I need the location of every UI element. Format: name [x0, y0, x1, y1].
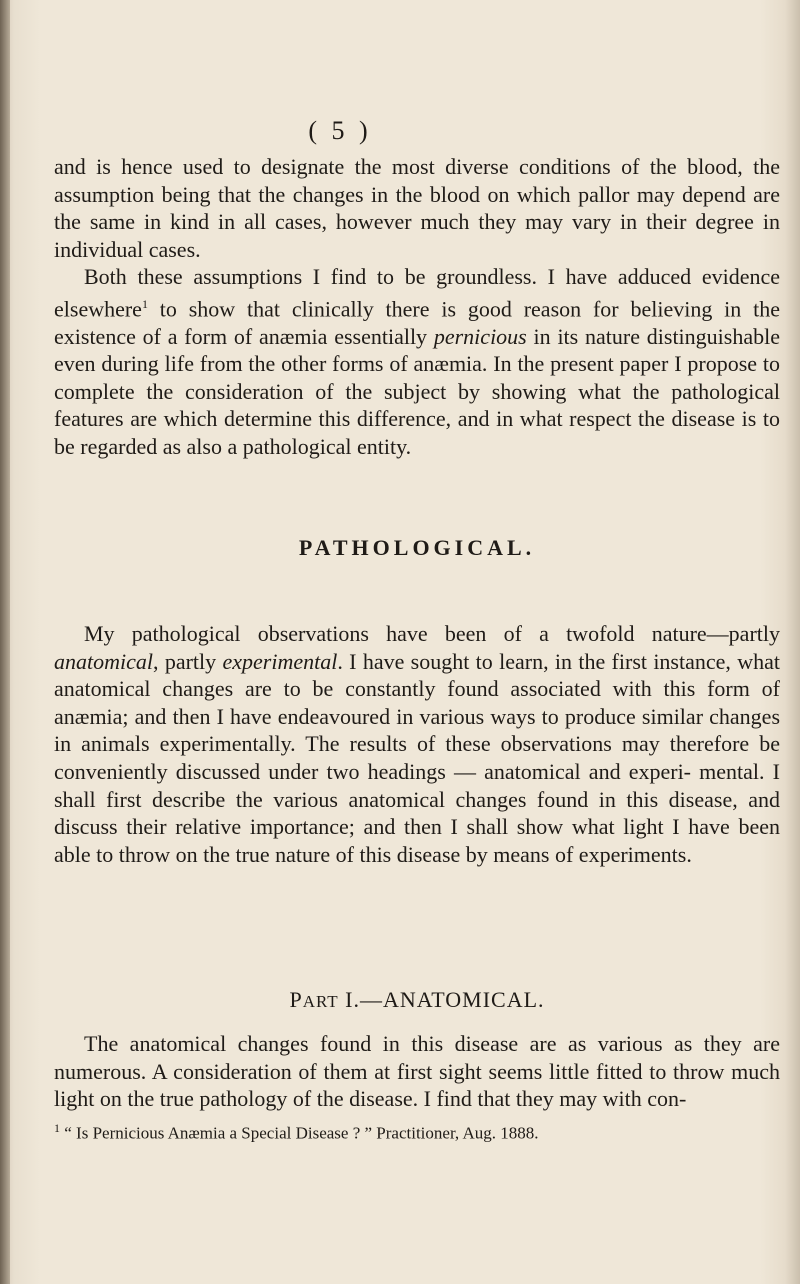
footnote — [54, 1121, 780, 1144]
p3-text-c: . I have sought to learn, in the first instance, what anatomical changes are to be constantly found associated with this form of anæmia; and then I have endeavoured in various ways to produce similar changes in animals experimentally. The results of these observations may therefore be conveniently discussed under two headings — anatomical and experi- mental. I shall first describe the various anatomical changes found in this disease, and discuss their relative importance; and then I shall show what light I have been able to throw on the true nature of this disease by means of experiments. — [54, 648, 780, 867]
paragraph-assumptions — [54, 263, 780, 460]
p3-emphasis-experimental: experimental — [222, 648, 338, 674]
footnote-ref: 1 — [141, 296, 148, 311]
footnote-number: 1 — [54, 1121, 60, 1135]
heading2-initial: P — [289, 987, 303, 1012]
paragraph-continuation: and is hence used to designate the most diverse conditions of the blood, the assumption being that the changes in the blood on which pallor may depend are the same in kind in all cases, however much they may vary in their degree in individual cases. — [54, 154, 780, 262]
p2-text-c: in its nature distinguishable even during life from the other forms of anæmia. In the present paper I propose to complete the consideration of the subject by showing what the pathological features are which determine this difference, and in what respect the disease is to be regarded as also a pathological entity. — [54, 323, 780, 459]
p3-text-b: , partly — [153, 648, 223, 674]
heading2-smallcaps: ART — [302, 992, 339, 1011]
paragraph-anatomical: The anatomical changes found in this disease are as various as they are numerous. A consideration of them at first sight seems little fitted to throw much light on the true pathology of the disease. I find that they may with con- — [54, 1031, 780, 1112]
p3-emphasis-anatomical: anatomical — [54, 648, 153, 674]
p2-emphasis: pernicious — [433, 323, 527, 349]
heading2-rest: I.—ANATOMICAL. — [338, 987, 545, 1012]
footnote-text: “ Is Pernicious Anæmia a Special Disease ? ” Practitioner, Aug. 1888. — [60, 1123, 539, 1143]
section-heading-part-one — [54, 987, 780, 1013]
p3-text-a: My pathological observations have been of a twofold nature—partly — [84, 621, 780, 646]
page-number: ( 5 ) — [308, 116, 372, 145]
paragraph-pathological — [54, 620, 780, 868]
section-heading-pathological: PATHOLOGICAL. — [298, 535, 536, 560]
spine-shadow — [0, 0, 10, 1284]
p2-text-b: to show that clinically there is good reason for believing in the existence of a form of anæmia essentially — [54, 295, 780, 349]
p2-text-a: Both these assumptions I find to be groundless. I have adduced evidence elsewhere — [54, 264, 780, 321]
